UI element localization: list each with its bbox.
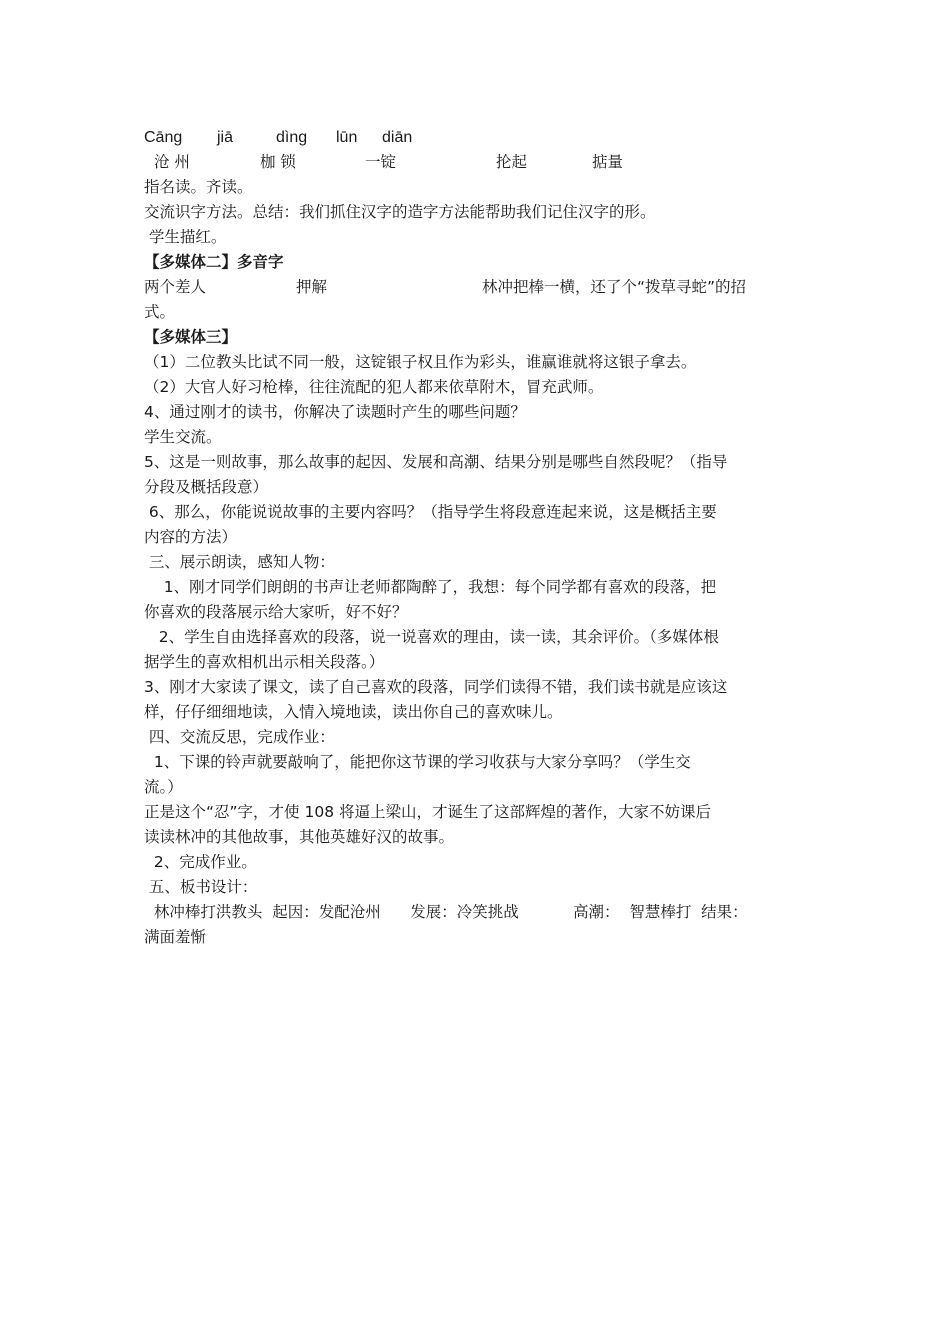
text-line: 2、完成作业。 (144, 853, 257, 871)
text-line: 满面羞惭 (144, 928, 207, 946)
text-line: 交流识字方法。总结：我们抓住汉字的造字方法能帮助我们记住汉字的形。 (144, 203, 656, 221)
text-line: 样，仔仔细细地读，入情入境地读，读出你自己的喜欢味儿。 (144, 703, 563, 721)
text-line: 据学生的喜欢相机出示相关段落。） (144, 653, 385, 671)
polyphone-word-2: 押解 (296, 278, 328, 296)
text-line: 流。） (144, 778, 183, 796)
text-line: 1、刚才同学们朗朗的书声让老师都陶醉了，我想：每个同学都有喜欢的段落，把 (144, 578, 717, 596)
text-line: 4、通过刚才的读书，你解决了读题时产生的哪些问题？ (144, 403, 526, 421)
hanzi-3: 一锭 (365, 153, 397, 171)
polyphone-sentence: 林冲把棒一横，还了个“拨草寻蛇”的招 (482, 278, 747, 296)
text-line: 3、刚才大家读了课文，读了自己喜欢的段落，同学们读得不错，我们读书就是应该这 (144, 678, 728, 696)
text-line: 1、下课的铃声就要敲响了，能把你这节课的学习收获与大家分享吗？（学生交 (144, 753, 691, 771)
text-line: 你喜欢的段落展示给大家听，好不好？ (144, 603, 408, 621)
pinyin-2: jiā (217, 129, 234, 146)
text-line: 正是这个“忍”字，才使 108 将逼上梁山，才诞生了这部辉煌的著作，大家不妨课后 (144, 803, 712, 821)
text-line: 2、学生自由选择喜欢的段落，说一说喜欢的理由，读一读，其余评价。（多媒体根 (144, 628, 719, 646)
hanzi-4: 抡起 (496, 153, 528, 171)
text-line: （1）二位教头比试不同一般，这锭银子权且作为彩头，谁赢谁就将这银子拿去。 (144, 353, 697, 371)
pinyin-4: lūn (336, 129, 358, 146)
hanzi-1: 沧 州 (154, 153, 190, 171)
text-line: 内容的方法） (144, 528, 238, 546)
hanzi-2: 枷 锁 (260, 153, 296, 171)
text-line: 5、这是一则故事，那么故事的起因、发展和高潮、结果分别是哪些自然段呢？（指导 (144, 453, 728, 471)
hanzi-5: 掂量 (592, 153, 624, 171)
text-line: 6、那么，你能说说故事的主要内容吗？（指导学生将段意连起来说，这是概括主要 (144, 503, 717, 521)
text-line: 四、交流反思，完成作业： (144, 728, 335, 746)
text-line: 指名读。齐读。 (144, 178, 253, 196)
pinyin-1: Cāng (144, 129, 183, 146)
section-heading: 【多媒体二】多音字 (144, 253, 284, 271)
polyphone-word-1: 两个差人 (144, 278, 207, 296)
text-line: 学生描红。 (144, 228, 227, 246)
text-line: 式。 (144, 303, 176, 321)
text-line: 林冲棒打洪教头 起因：发配沧州 发展：冷笑挑战 高潮： 智慧棒打 结果： (144, 903, 748, 921)
section-heading: 【多媒体三】 (144, 328, 238, 346)
text-line: （2）大官人好习枪棒，往往流配的犯人都来依草附木，冒充武师。 (144, 378, 604, 396)
text-line: 五、板书设计： (144, 878, 258, 896)
pinyin-3: dìng (276, 129, 308, 146)
text-line: 三、展示朗读，感知人物： (144, 553, 335, 571)
text-line: 分段及概括段意） (144, 478, 269, 496)
text-line: 学生交流。 (144, 428, 222, 446)
text-line: 读读林冲的其他故事，其他英雄好汉的故事。 (144, 828, 455, 846)
pinyin-5: diān (382, 129, 413, 146)
